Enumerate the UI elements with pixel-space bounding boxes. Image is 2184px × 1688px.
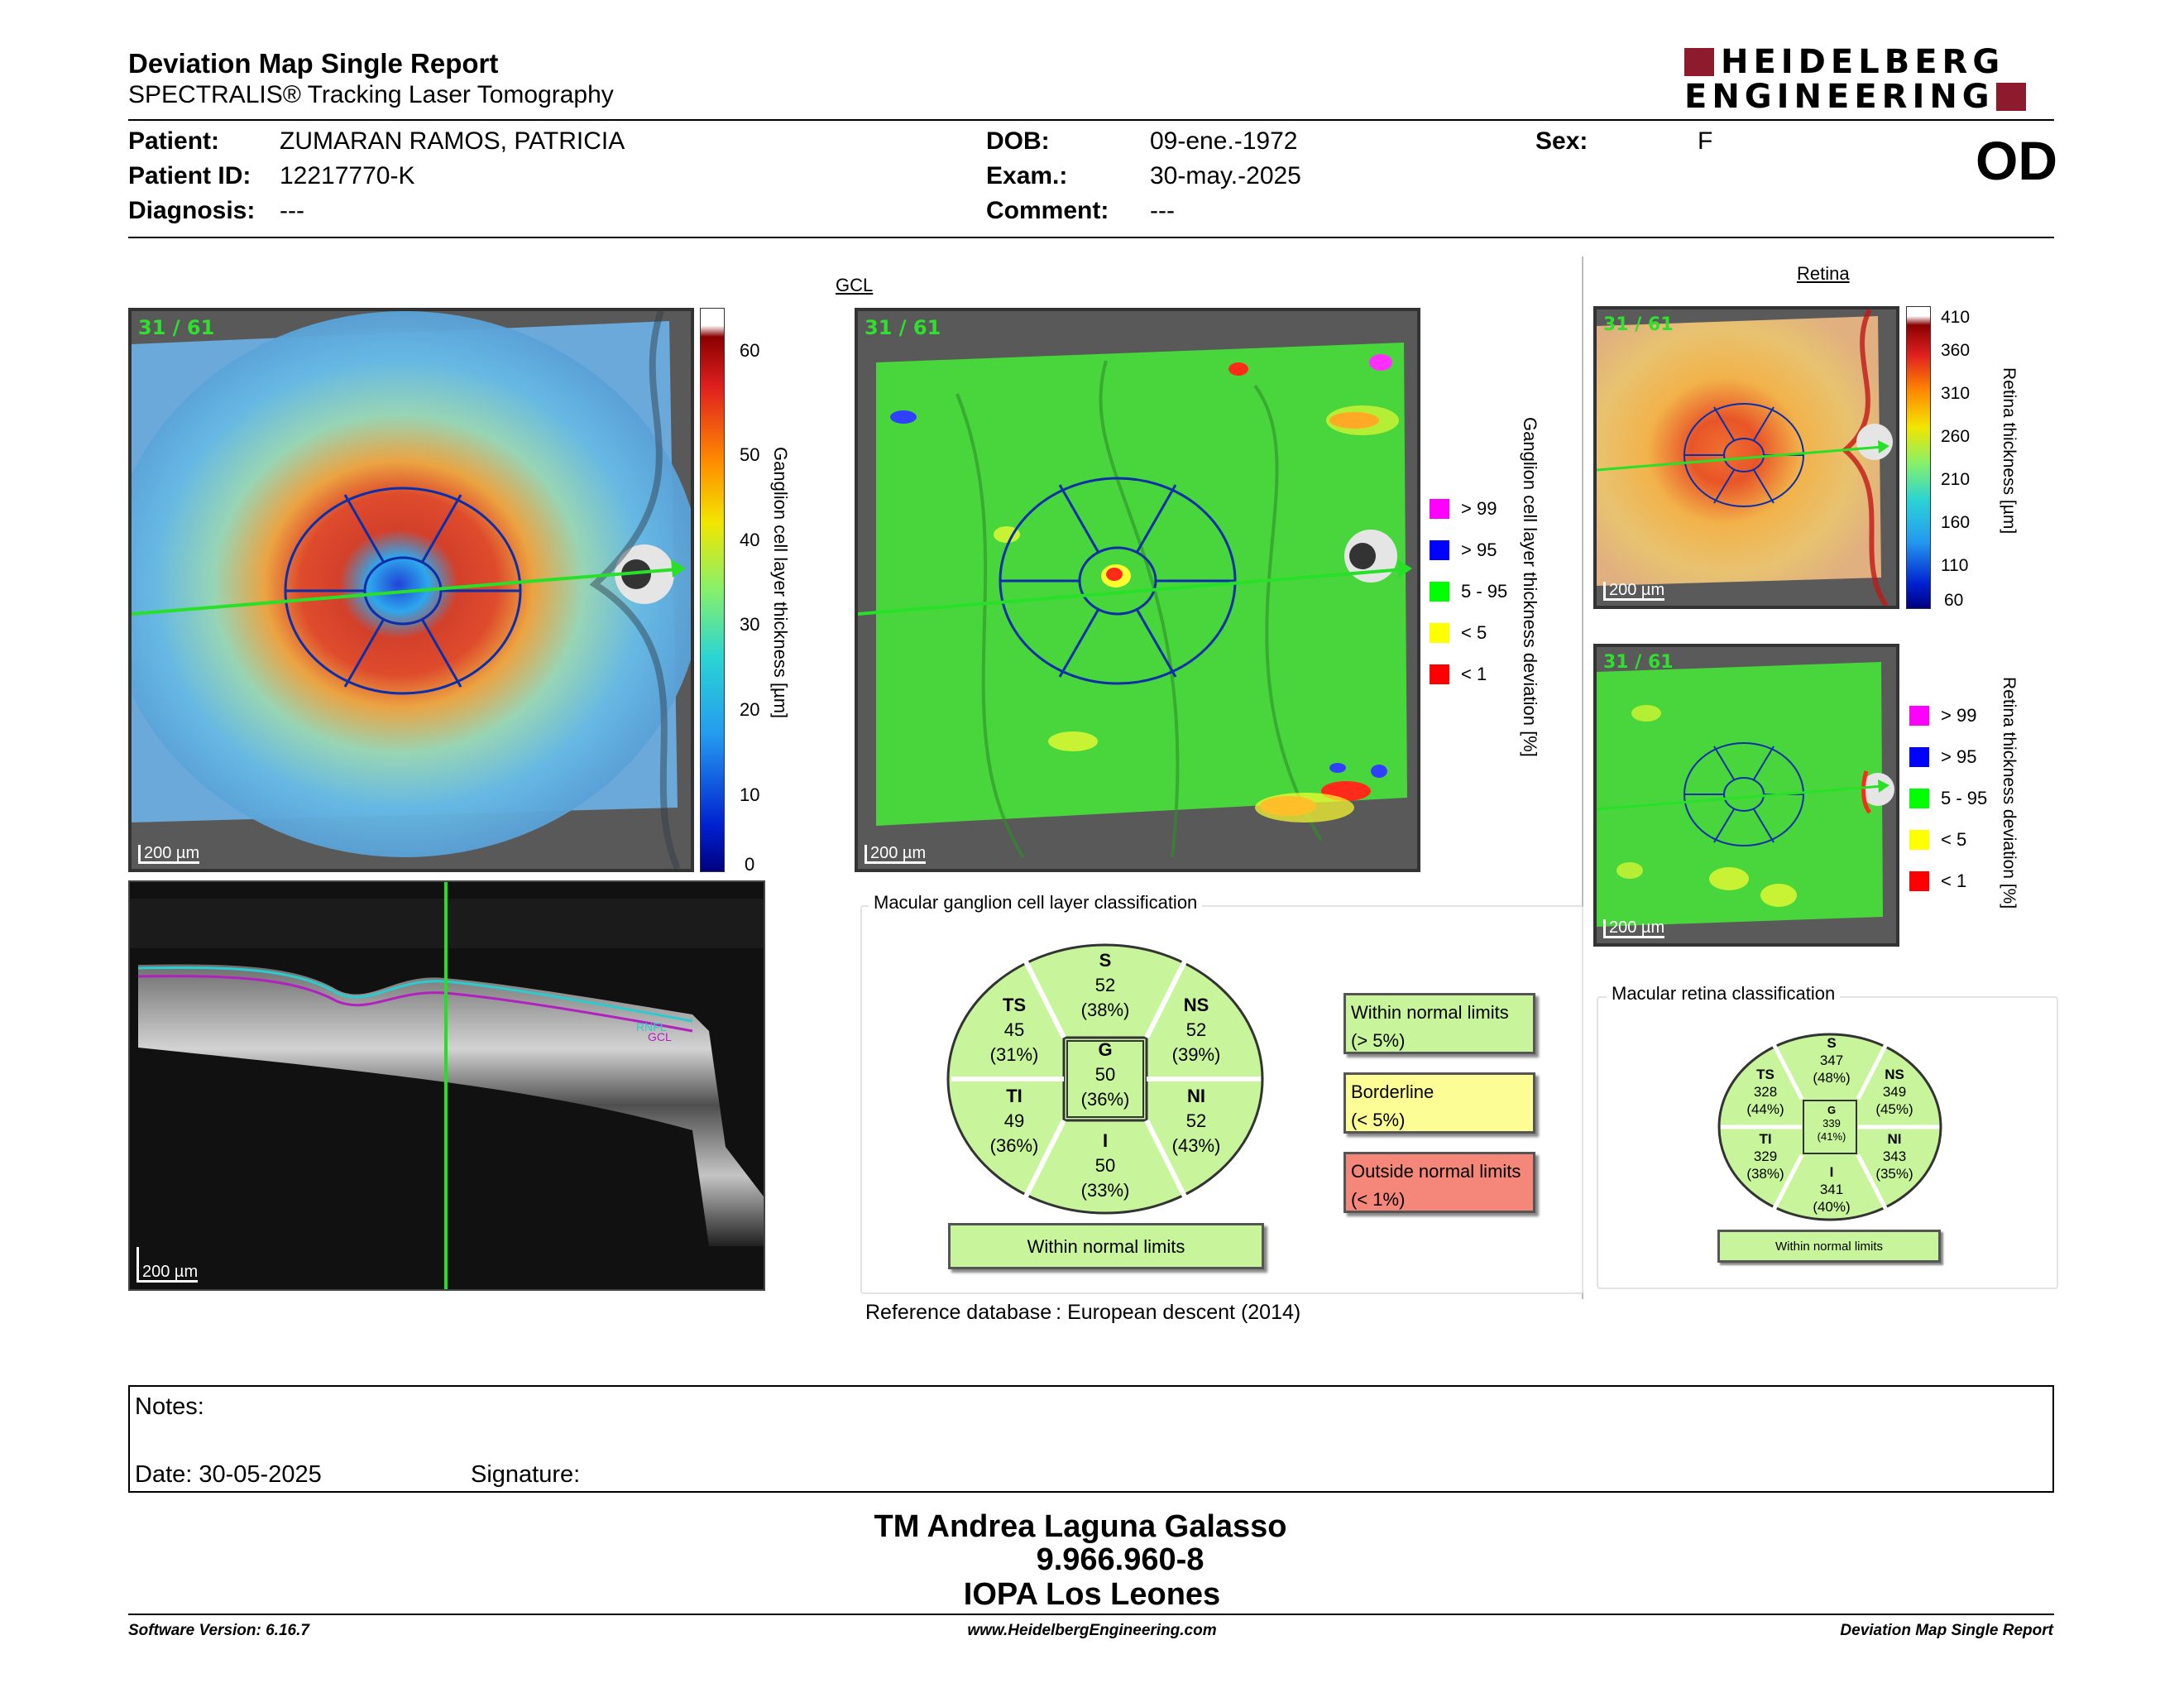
legend-swatch: [1909, 871, 1929, 891]
retina-tick-260: 260: [1941, 427, 1971, 446]
gcl-legend-95: [1430, 539, 1497, 561]
legend-label: 5 - 95: [1941, 788, 1988, 808]
class-within-normal: [1343, 993, 1535, 1054]
gcl-sector-ns: [1163, 993, 1229, 1067]
retina-thickness-colorbar: [1906, 306, 1931, 609]
gcl-sector-g: [1072, 1038, 1138, 1112]
retina-sector-ni: [1868, 1130, 1921, 1182]
legend-label: < 5: [1941, 829, 1967, 850]
gcl-thickness-axis-label: Ganglion cell layer thickness [µm]: [770, 447, 791, 719]
sector-name: G: [1098, 1039, 1113, 1060]
retina-deviation-frame-counter: 31 / 61: [1603, 652, 1674, 673]
software-version: Software Version: 6.16.7: [128, 1622, 309, 1639]
retina-deviation-axis-label: Retina thickness deviation [%]: [2000, 677, 2019, 909]
retina-tick-310: 310: [1941, 384, 1971, 403]
sector-value: 343: [1882, 1149, 1907, 1164]
legend-label: > 95: [1461, 539, 1497, 560]
sector-pct: (39%): [1171, 1044, 1221, 1065]
gcl-deviation-frame-counter: 31 / 61: [864, 316, 941, 339]
sector-name: S: [1099, 950, 1112, 971]
sex-label: Sex:: [1535, 127, 1588, 155]
reference-value: European descent (2014): [1067, 1301, 1301, 1324]
signer-id: 9.966.960-8: [1036, 1542, 1205, 1577]
legend-swatch: [1430, 540, 1449, 560]
eye-indicator: OD: [1976, 130, 2057, 191]
oct-scale: 200 µm: [136, 1247, 198, 1283]
notes-signature-label: Signature:: [471, 1461, 581, 1488]
retina-tick-110: 110: [1941, 556, 1969, 575]
patient-divider: [128, 237, 2054, 238]
sector-pct: (41%): [1817, 1130, 1846, 1143]
gcl-sector-ti: [981, 1084, 1047, 1158]
gcl-frame-counter: 31 / 61: [138, 316, 215, 339]
class-range: (< 5%): [1351, 1110, 1406, 1130]
sector-pct: (44%): [1746, 1101, 1784, 1117]
sector-value: 52: [1185, 1110, 1207, 1131]
exam-label: Exam.:: [986, 162, 1068, 189]
gcl-tick-10: 10: [740, 784, 760, 805]
sector-name: NI: [1887, 1131, 1902, 1147]
macular-gcl-title: Macular ganglion cell layer classification: [869, 892, 1202, 914]
gcl-tick-30: 30: [740, 614, 760, 635]
retina-legend-5-95: [1909, 788, 1987, 809]
legend-label: < 5: [1461, 622, 1487, 643]
notes-box: [128, 1385, 2054, 1493]
gcl-legend-lt1: [1430, 664, 1487, 685]
legend-label: < 1: [1941, 870, 1967, 891]
sector-value: 49: [1003, 1110, 1025, 1131]
retina-thickness-axis-label: Retina thickness [µm]: [2000, 367, 2019, 535]
gcl-tick-40: 40: [740, 530, 760, 550]
gcl-sector-s: [1072, 948, 1138, 1023]
gcl-legend-99: [1430, 498, 1497, 520]
patient-name: ZUMARAN RAMOS, PATRICIA: [280, 127, 625, 155]
gcl-thickness-map: [128, 308, 694, 872]
retina-sector-g: [1808, 1104, 1855, 1144]
legend-swatch: [1430, 499, 1449, 519]
sector-value: 50: [1094, 1064, 1116, 1085]
gcl-deviation-scale: 200 µm: [864, 845, 926, 864]
sector-pct: (45%): [1875, 1101, 1913, 1117]
legend-label: < 1: [1461, 664, 1487, 684]
retina-legend-lt1: [1909, 870, 1966, 892]
retina-legend-99: [1909, 705, 1976, 727]
sector-value: 45: [1003, 1019, 1025, 1040]
dob-label: DOB:: [986, 127, 1050, 155]
retina-map-scale: 200 µm: [1603, 582, 1664, 601]
class-range: (> 5%): [1351, 1030, 1406, 1051]
class-title: Borderline: [1351, 1081, 1434, 1102]
gcl-sector-ts: [981, 993, 1047, 1067]
gcl-map-scale: 200 µm: [138, 845, 199, 864]
gcl-sector-ni: [1163, 1084, 1229, 1158]
legend-swatch: [1909, 830, 1929, 850]
legend-swatch: [1430, 664, 1449, 684]
signer-name: TM Andrea Laguna Galasso: [874, 1509, 1287, 1544]
retina-frame-counter: 31 / 61: [1603, 314, 1674, 335]
legend-swatch: [1909, 706, 1929, 726]
retina-deviation-scale: 200 µm: [1603, 919, 1664, 938]
sector-value: 52: [1185, 1019, 1207, 1040]
sector-name: TI: [1759, 1131, 1772, 1147]
sector-pct: (33%): [1080, 1180, 1130, 1201]
retina-legend-lt5: [1909, 829, 1966, 851]
dob-value: 09-ene.-1972: [1150, 127, 1298, 155]
gcl-legend-lt5: [1430, 622, 1487, 644]
sector-value: 328: [1753, 1084, 1778, 1100]
retina-deviation-map: [1593, 644, 1899, 947]
sector-name: S: [1827, 1035, 1837, 1051]
sector-name: I: [1102, 1130, 1109, 1151]
footer-divider: [128, 1614, 2054, 1615]
notes-date: Date: 30-05-2025: [135, 1461, 322, 1488]
comment-label: Comment:: [986, 197, 1109, 224]
logo-line-2: ENGINEERING: [1684, 78, 1995, 116]
sector-value: 52: [1094, 975, 1116, 995]
macular-retina-title: Macular retina classification: [1607, 983, 1840, 1005]
retina-tick-60: 60: [1944, 591, 1964, 610]
gcl-result-badge: Within normal limits: [948, 1223, 1264, 1269]
legend-swatch: [1909, 747, 1929, 767]
gcl-tick-20: 20: [740, 699, 760, 720]
oct-bscan: [128, 880, 765, 1291]
reference-label: Reference database :: [865, 1301, 1068, 1324]
sector-value: 50: [1094, 1155, 1116, 1176]
retina-sector-s: [1805, 1034, 1858, 1086]
retina-tick-160: 160: [1941, 513, 1971, 532]
retina-tick-410: 410: [1941, 308, 1971, 327]
gcl-deviation-map: [855, 308, 1420, 872]
class-title: Within normal limits: [1351, 1002, 1509, 1023]
retina-thickness-map: [1593, 306, 1899, 609]
sector-name: TI: [1006, 1086, 1023, 1106]
sector-name: I: [1829, 1164, 1834, 1180]
legend-swatch: [1430, 582, 1449, 602]
sector-pct: (40%): [1813, 1199, 1851, 1215]
legend-swatch: [1430, 623, 1449, 643]
retina-tick-360: 360: [1941, 341, 1971, 360]
sector-name: G: [1827, 1104, 1837, 1116]
website-link[interactable]: www.HeidelbergEngineering.com: [967, 1622, 1217, 1639]
sector-value: 341: [1819, 1182, 1844, 1197]
signer-institution: IOPA Los Leones: [963, 1577, 1221, 1612]
class-title: Outside normal limits: [1351, 1161, 1521, 1182]
retina-result-badge: Within normal limits: [1717, 1230, 1941, 1263]
sector-name: TS: [1002, 995, 1027, 1015]
comment-value: ---: [1150, 197, 1175, 224]
sex-value: F: [1698, 127, 1713, 155]
class-borderline: [1343, 1072, 1535, 1134]
sector-pct: (36%): [1080, 1089, 1130, 1110]
reference-database: [865, 1301, 1300, 1325]
gcl-layer-label: GCL: [648, 1030, 672, 1043]
rnfl-label: RNFL: [636, 1020, 667, 1033]
patient-id-label: Patient ID:: [128, 162, 251, 189]
sector-pct: (38%): [1746, 1166, 1784, 1182]
diagnosis-label: Diagnosis:: [128, 197, 256, 224]
sector-pct: (36%): [989, 1135, 1039, 1156]
heidelberg-logo: [1684, 45, 2053, 116]
report-title: Deviation Map Single Report: [128, 48, 499, 79]
gcl-thickness-colorbar: [700, 308, 725, 872]
retina-sector-i: [1805, 1163, 1858, 1216]
sector-pct: (38%): [1080, 1000, 1130, 1020]
gcl-tick-50: 50: [740, 444, 760, 465]
legend-label: > 99: [1461, 498, 1497, 519]
retina-legend-95: [1909, 746, 1976, 768]
legend-label: > 95: [1941, 746, 1977, 767]
logo-line-1: HEIDELBERG: [1721, 43, 2005, 81]
sector-name: NI: [1187, 1086, 1205, 1106]
footer-report-name: Deviation Map Single Report: [1840, 1622, 2053, 1639]
class-outside-normal: [1343, 1152, 1535, 1213]
sector-value: 339: [1822, 1117, 1841, 1129]
retina-sector-ns: [1868, 1066, 1921, 1118]
sector-name: NS: [1885, 1067, 1904, 1082]
sector-value: 329: [1753, 1149, 1778, 1164]
sector-name: TS: [1756, 1067, 1774, 1082]
class-range: (< 1%): [1351, 1189, 1406, 1210]
legend-swatch: [1909, 789, 1929, 808]
retina-sector-ti: [1739, 1130, 1792, 1182]
sector-value: 349: [1882, 1084, 1907, 1100]
gcl-section-title: GCL: [836, 275, 874, 295]
sector-name: NS: [1183, 995, 1209, 1015]
notes-label: Notes:: [135, 1393, 204, 1420]
patient-id: 12217770-K: [280, 162, 415, 189]
gcl-sector-i: [1072, 1129, 1138, 1203]
legend-label: > 99: [1941, 705, 1977, 726]
legend-label: 5 - 95: [1461, 581, 1508, 602]
retina-tick-210: 210: [1941, 470, 1971, 489]
sector-pct: (43%): [1171, 1135, 1221, 1156]
gcl-legend-5-95: [1430, 581, 1507, 602]
diagnosis-value: ---: [280, 197, 304, 224]
sector-pct: (35%): [1875, 1166, 1913, 1182]
retina-sector-ts: [1739, 1066, 1792, 1118]
patient-label: Patient:: [128, 127, 220, 155]
exam-value: 30-may.-2025: [1150, 162, 1301, 189]
retina-section-title: Retina: [1797, 263, 1850, 284]
gcl-tick-0: 0: [745, 854, 755, 875]
sector-value: 347: [1819, 1053, 1844, 1068]
gcl-deviation-axis-label: Ganglion cell layer thickness deviation [%]: [1520, 417, 1540, 757]
sector-pct: (31%): [989, 1044, 1039, 1065]
report-subtitle: SPECTRALIS® Tracking Laser Tomography: [128, 81, 614, 108]
header-divider: [128, 119, 2054, 121]
sector-pct: (48%): [1813, 1070, 1851, 1086]
